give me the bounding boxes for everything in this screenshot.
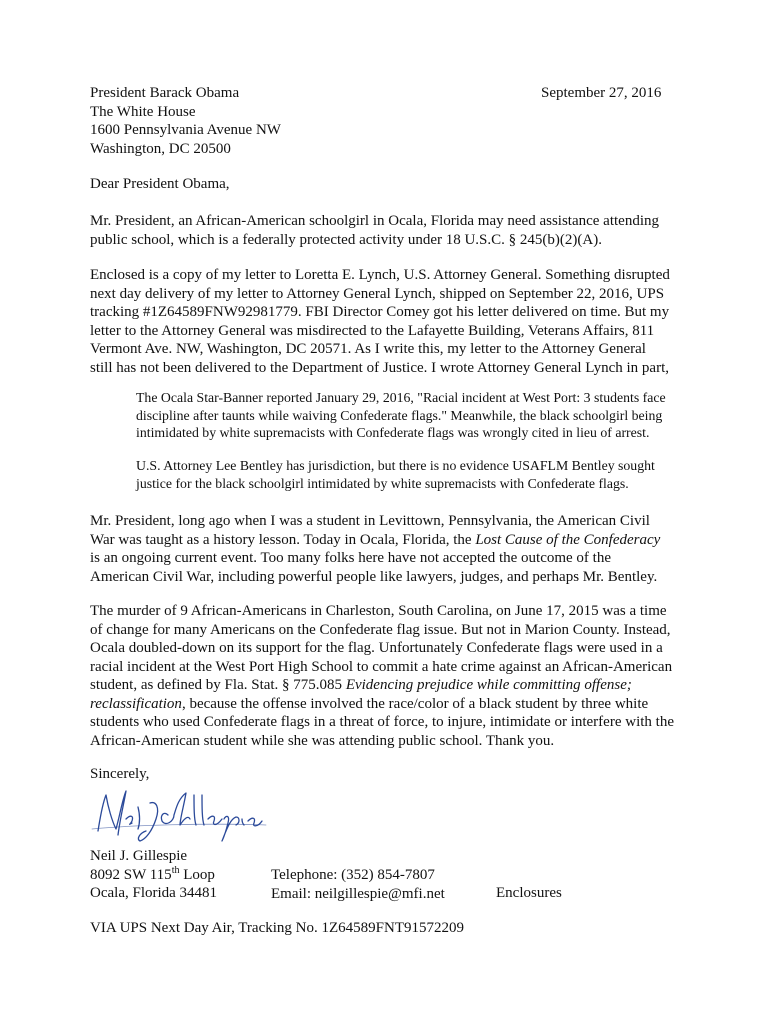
- recipient-line: President Barack Obama: [90, 85, 240, 101]
- quote-line: discipline after taunts while waiving Confederate flags." Meanwhile, the black schoolgirl being: [136, 407, 663, 423]
- italic-statute: reclassification: [90, 695, 182, 712]
- recipient-line: 1600 Pennsylvania Avenue NW: [90, 122, 281, 138]
- ordinal-suffix: th: [171, 864, 180, 876]
- block-quote-2: [136, 457, 696, 492]
- paragraph-line: Mr. President, an African-American schoolgirl in Ocala, Florida may need assistance attending: [90, 213, 659, 229]
- telephone: Telephone: (352) 854-7807: [271, 867, 435, 883]
- quote-line: justice for the black schoolgirl intimidated by white supremacists with Confederate flags.: [136, 475, 629, 491]
- text-run: War was taught as a history lesson. Today in Ocala, Florida, the: [90, 531, 476, 548]
- text-run: , because the offense involved the race/color of a black student by three white: [181, 695, 649, 712]
- email: Email: neilgillespie@mfi.net: [271, 885, 445, 902]
- text-run: 8092 SW 115: [90, 866, 172, 883]
- paragraph-line: is an ongoing current event. Too many folks here have not accepted the outcome of the: [90, 550, 612, 566]
- paragraph-line: letter to the Attorney General was misdirected to the Lafayette Building, Veterans Affairs, 811: [90, 322, 655, 339]
- paragraph-line: Enclosed is a copy of my letter to Loretta E. Lynch, U.S. Attorney General. Something disrupted: [90, 267, 670, 283]
- paragraph-line: American Civil War, including powerful people like lawyers, judges, and perhaps Mr. Bentley.: [90, 568, 658, 585]
- contact-block: [271, 866, 445, 903]
- paragraph-line: [90, 531, 690, 550]
- italic-statute: Evidencing prejudice while committing offense;: [345, 677, 632, 693]
- recipient-line: Washington, DC 20500: [90, 140, 231, 157]
- text-run: student, as defined by Fla. Stat. § 775.085: [90, 677, 346, 693]
- paragraph-line: [90, 695, 690, 714]
- paragraph-line: public school, which is a federally protected activity under 18 U.S.C. § 245(b)(2)(A).: [90, 231, 602, 248]
- paragraph-2: [90, 266, 690, 377]
- letter-date: September 27, 2016: [541, 85, 662, 101]
- block-quote-1: [136, 389, 696, 442]
- paragraph-3: [90, 512, 690, 586]
- enclosures-note: Enclosures: [496, 885, 562, 901]
- signature-icon: [90, 785, 270, 847]
- delivery-note: VIA UPS Next Day Air, Tracking No. 1Z64589FNT91572209: [90, 920, 464, 936]
- paragraph-line: tracking #1Z64589FNW92981779. FBI Director Comey got his letter delivered on time. But my: [90, 304, 670, 320]
- paragraph-1: [90, 212, 690, 249]
- paragraph-line: of change for many Americans on the Confederate flag issue. But not in Marion County. Instead,: [90, 621, 671, 638]
- signer-street: [90, 866, 217, 885]
- text-run: Loop: [179, 866, 215, 883]
- quote-line: U.S. Attorney Lee Bentley has jurisdiction, but there is no evidence USAFLM Bentley sought: [136, 458, 655, 473]
- paragraph-line: Mr. President, long ago when I was a student in Levittown, Pennsylvania, the American Civil: [90, 513, 650, 529]
- paragraph-line: [90, 676, 690, 695]
- signer-city: Ocala, Florida 34481: [90, 885, 218, 901]
- paragraph-line: Vermont Ave. NW, Washington, DC 20571. As I write this, my letter to the Attorney General: [90, 341, 646, 357]
- paragraph-line: racial incident at the West Port High School to commit a hate crime against an African-American: [90, 658, 673, 675]
- closing: Sincerely,: [90, 766, 150, 782]
- paragraph-line: next day delivery of my letter to Attorney General Lynch, shipped on September 22, 2016, UPS: [90, 285, 665, 302]
- signer-name: Neil J. Gillespie: [90, 848, 188, 864]
- paragraph-line: still has not been delivered to the Department of Justice. I wrote Attorney General Lynch in part,: [90, 359, 669, 376]
- recipient-line: The White House: [90, 103, 196, 120]
- quote-line: intimidated by white supremacists with Confederate flags was wrongly cited in lieu of arrest.: [136, 425, 650, 440]
- paragraph-4: [90, 602, 690, 750]
- recipient-address: [90, 84, 490, 158]
- paragraph-line: African-American student while she was attending public school. Thank you.: [90, 732, 555, 749]
- paragraph-line: Ocala doubled-down on its support for the flag. Unfortunately Confederate flags were used in a: [90, 640, 663, 656]
- paragraph-line: students who used Confederate flags in a threat of force, to injure, intimidate or interfere with the: [90, 714, 674, 730]
- paragraph-line: The murder of 9 African-Americans in Charleston, South Carolina, on June 17, 2015 was a time: [90, 603, 667, 619]
- salutation: Dear President Obama,: [90, 176, 230, 192]
- italic-title: Lost Cause of the Confederacy: [475, 531, 661, 548]
- quote-line: The Ocala Star-Banner reported January 29, 2016, "Racial incident at West Port: 3 students face: [136, 390, 666, 405]
- signer-block: [90, 847, 217, 903]
